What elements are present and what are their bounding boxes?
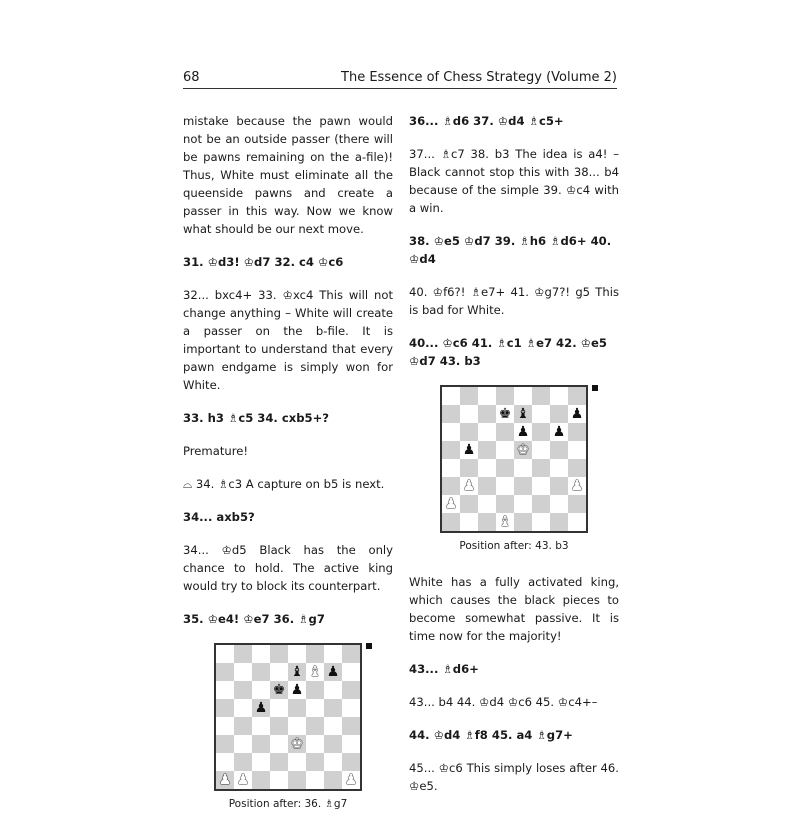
board-square — [478, 387, 496, 405]
board-square — [324, 735, 342, 753]
board-square — [234, 699, 252, 717]
white-piece-icon: ♟ — [568, 477, 586, 495]
board-square — [288, 699, 306, 717]
commentary-paragraph: 40. ♔f6?! ♗e7+ 41. ♔g7?! g5 This is bad for White. — [409, 285, 619, 317]
board-square — [568, 441, 586, 459]
move-sequence: 31. ♔d3! ♔d7 32. c4 ♔c6 — [183, 255, 344, 269]
board-square — [234, 663, 252, 681]
board-square — [324, 645, 342, 663]
board-square — [532, 387, 550, 405]
commentary-paragraph: 37... ♗c7 38. b3 The idea is a4! – Black cannot stop this with 38... b4 because of the simple 39. ♔c4 with a win. — [409, 147, 619, 215]
board-square — [234, 717, 252, 735]
commentary-paragraph: 45... ♔c6 This simply loses after 46. ♔e5. — [409, 761, 619, 793]
board-square — [514, 477, 532, 495]
board-square — [216, 663, 234, 681]
board-square — [252, 771, 270, 789]
board-square — [514, 387, 532, 405]
board-square — [550, 459, 568, 477]
move-sequence: 44. ♔d4 ♗f8 45. a4 ♗g7+ — [409, 728, 573, 742]
board-square — [324, 753, 342, 771]
board-square — [478, 441, 496, 459]
board-square — [496, 423, 514, 441]
board-square — [550, 495, 568, 513]
white-piece-icon: ♟ — [216, 771, 234, 789]
board-square — [514, 495, 532, 513]
black-piece-icon: ♟ — [460, 441, 478, 459]
black-piece-icon: ♟ — [514, 423, 532, 441]
page-number: 68 — [183, 70, 200, 85]
board-square — [478, 495, 496, 513]
board-square — [496, 387, 514, 405]
chess-board — [440, 385, 588, 533]
board-square — [442, 423, 460, 441]
commentary-paragraph: ⌓ 34. ♗c3 A capture on b5 is next. — [183, 477, 385, 491]
board-square — [568, 387, 586, 405]
board-square — [252, 681, 270, 699]
black-piece-icon: ♚ — [270, 681, 288, 699]
move-sequence: 43... ♗d6+ — [409, 662, 479, 676]
black-piece-icon: ♝ — [288, 663, 306, 681]
board-square — [234, 681, 252, 699]
board-square — [216, 735, 234, 753]
board-square — [288, 753, 306, 771]
board-square — [270, 735, 288, 753]
board-square — [478, 513, 496, 531]
white-piece-icon: ♟ — [442, 495, 460, 513]
board-square — [532, 495, 550, 513]
board-square — [460, 405, 478, 423]
board-square — [288, 645, 306, 663]
black-to-move-marker — [366, 643, 372, 649]
book-title: The Essence of Chess Strategy (Volume 2) — [341, 70, 617, 85]
black-piece-icon: ♚ — [496, 405, 514, 423]
chess-diagram — [409, 385, 619, 573]
move-sequence: 35. ♔e4! ♔e7 36. ♗g7 — [183, 612, 325, 626]
board-square — [306, 771, 324, 789]
commentary-paragraph: mistake because the pawn would not be an outside passer (there will be pawns remaining on the a-file)! Thus, White must eliminate all the queenside pawns and create a passer in this way. Now we know what should be our next move. — [183, 114, 393, 236]
board-square — [288, 717, 306, 735]
board-square — [216, 717, 234, 735]
board-square — [342, 753, 360, 771]
black-to-move-marker — [592, 385, 598, 391]
move-sequence: 38. ♔e5 ♔d7 39. ♗h6 ♗d6+ 40. ♔d4 — [409, 234, 612, 266]
move-sequence: 36... ♗d6 37. ♔d4 ♗c5+ — [409, 114, 564, 128]
board-square — [550, 513, 568, 531]
board-square — [460, 513, 478, 531]
black-piece-icon: ♟ — [288, 681, 306, 699]
right-column — [409, 112, 619, 810]
commentary-paragraph: 32... bxc4+ 33. ♔xc4 This will not change anything – White will create a passer on the b-file. It is important to understand that every pawn endgame is simply won for White. — [183, 288, 393, 392]
black-piece-icon: ♟ — [324, 663, 342, 681]
black-piece-icon: ♝ — [514, 405, 532, 423]
board-square — [442, 477, 460, 495]
board-square — [306, 645, 324, 663]
left-column — [183, 112, 393, 831]
white-piece-icon: ♝ — [306, 663, 324, 681]
board-square — [270, 699, 288, 717]
board-square — [478, 405, 496, 423]
board-square — [568, 495, 586, 513]
white-piece-icon: ♟ — [342, 771, 360, 789]
board-square — [496, 495, 514, 513]
board-square — [460, 387, 478, 405]
board-square — [532, 423, 550, 441]
board-square — [288, 771, 306, 789]
white-piece-icon: ♝ — [496, 513, 514, 531]
board-square — [306, 717, 324, 735]
board-square — [532, 441, 550, 459]
board-square — [532, 405, 550, 423]
board-square — [234, 735, 252, 753]
page-header — [183, 63, 617, 85]
board-square — [270, 645, 288, 663]
board-square — [234, 645, 252, 663]
board-square — [478, 459, 496, 477]
board-square — [306, 735, 324, 753]
board-square — [342, 663, 360, 681]
board-square — [532, 513, 550, 531]
board-square — [496, 441, 514, 459]
commentary-paragraph: 43... b4 44. ♔d4 ♔c6 45. ♔c4+– — [409, 695, 598, 709]
board-square — [442, 441, 460, 459]
black-piece-icon: ♟ — [568, 405, 586, 423]
board-square — [460, 423, 478, 441]
board-square — [514, 459, 532, 477]
board-square — [342, 717, 360, 735]
diagram-caption: Position after: 43. b3 — [459, 540, 569, 552]
board-square — [252, 753, 270, 771]
board-square — [568, 423, 586, 441]
commentary-paragraph: 34... ♔d5 Black has the only chance to hold. The active king would try to block its counterpart. — [183, 543, 393, 593]
board-square — [324, 771, 342, 789]
board-square — [496, 477, 514, 495]
board-square — [550, 441, 568, 459]
board-square — [550, 387, 568, 405]
board-square — [478, 477, 496, 495]
board-square — [342, 735, 360, 753]
white-piece-icon: ♚ — [514, 441, 532, 459]
board-square — [568, 459, 586, 477]
board-square — [324, 717, 342, 735]
board-square — [496, 459, 514, 477]
board-square — [306, 753, 324, 771]
board-square — [532, 477, 550, 495]
board-square — [252, 663, 270, 681]
board-square — [270, 771, 288, 789]
board-square — [216, 753, 234, 771]
board-square — [252, 645, 270, 663]
white-piece-icon: ♟ — [460, 477, 478, 495]
board-square — [342, 681, 360, 699]
board-square — [216, 699, 234, 717]
commentary-paragraph: White has a fully activated king, which causes the black pieces to become somewhat passive. It is time now for the majority! — [409, 575, 619, 643]
move-sequence: 34... axb5? — [183, 510, 255, 524]
move-sequence: 33. h3 ♗c5 34. cxb5+? — [183, 411, 330, 425]
board-square — [270, 753, 288, 771]
board-square — [324, 681, 342, 699]
chess-diagram — [183, 643, 393, 831]
board-square — [460, 459, 478, 477]
board-square — [550, 405, 568, 423]
board-square — [342, 645, 360, 663]
header-rule — [183, 88, 617, 89]
board-square — [216, 645, 234, 663]
board-square — [532, 459, 550, 477]
white-piece-icon: ♚ — [288, 735, 306, 753]
board-square — [324, 699, 342, 717]
diagram-caption: Position after: 36. ♗g7 — [228, 798, 348, 810]
white-piece-icon: ♟ — [234, 771, 252, 789]
board-square — [550, 477, 568, 495]
black-piece-icon: ♟ — [252, 699, 270, 717]
black-piece-icon: ♟ — [550, 423, 568, 441]
board-square — [252, 735, 270, 753]
board-square — [478, 423, 496, 441]
board-square — [442, 459, 460, 477]
board-square — [514, 513, 532, 531]
move-sequence: 40... ♔c6 41. ♗c1 ♗e7 42. ♔e5 ♔d7 43. b3 — [409, 336, 607, 368]
board-square — [442, 387, 460, 405]
board-square — [342, 699, 360, 717]
board-square — [442, 513, 460, 531]
board-square — [306, 681, 324, 699]
board-square — [252, 717, 270, 735]
board-square — [568, 513, 586, 531]
board-square — [306, 699, 324, 717]
board-square — [270, 663, 288, 681]
chess-board — [214, 643, 362, 791]
commentary-paragraph: Premature! — [183, 444, 249, 458]
board-square — [460, 495, 478, 513]
board-square — [216, 681, 234, 699]
board-square — [270, 717, 288, 735]
board-square — [234, 753, 252, 771]
board-square — [442, 405, 460, 423]
